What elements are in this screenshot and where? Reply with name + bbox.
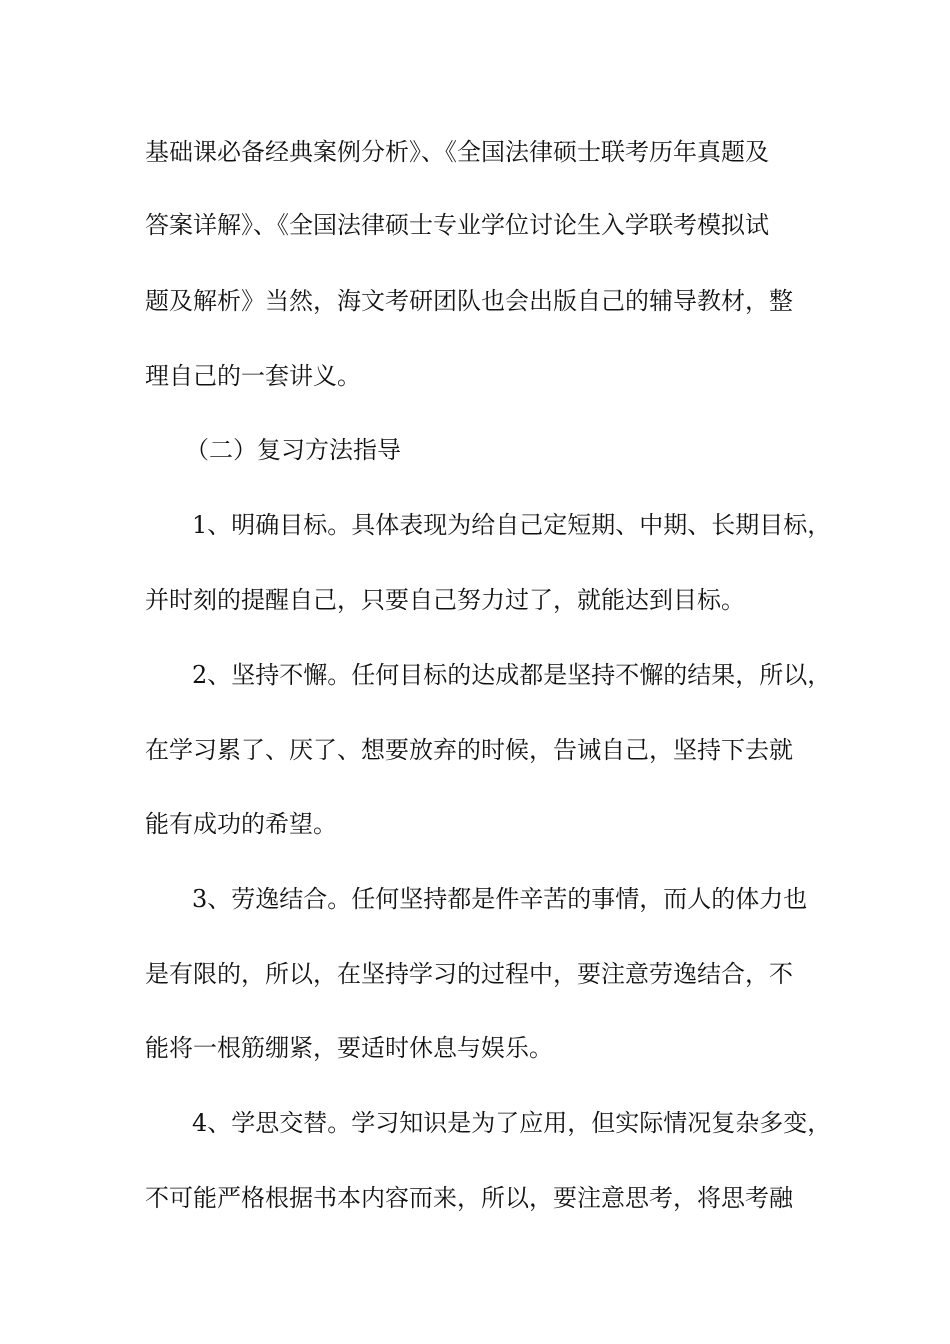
list-item-2-line: 在学习累了、厌了、想要放弃的时候，告诫自己，坚持下去就 bbox=[145, 736, 793, 764]
list-item-4-line: 不可能严格根据书本内容而来，所以，要注意思考，将思考融 bbox=[145, 1184, 793, 1212]
list-item-3-line: 是有限的，所以，在坚持学习的过程中，要注意劳逸结合，不 bbox=[145, 960, 793, 988]
list-item-2-line: 能有成功的希望。 bbox=[145, 810, 337, 838]
list-item-1-line: 并时刻的提醒自己，只要自己努力过了，就能达到目标。 bbox=[145, 586, 745, 614]
list-item-4-line: 4、学思交替。学习知识是为了应用，但实际情况复杂多变， bbox=[192, 1109, 832, 1137]
list-item-3-line: 能将一根筋绷紧，要适时休息与娱乐。 bbox=[145, 1034, 553, 1062]
paragraph-line: 理自己的一套讲义。 bbox=[145, 362, 361, 390]
list-item-1-line: 1、明确目标。具体表现为给自己定短期、中期、长期目标， bbox=[192, 511, 832, 539]
paragraph-line: 题及解析》当然，海文考研团队也会出版自己的辅导教材，整 bbox=[145, 287, 793, 315]
paragraph-line: 基础课必备经典案例分析》、《全国法律硕士联考历年真题及 bbox=[145, 138, 769, 166]
paragraph-line: 答案详解》、《全国法律硕士专业学位讨论生入学联考模拟试 bbox=[145, 211, 769, 239]
list-item-3-line: 3、劳逸结合。任何坚持都是件辛苦的事情，而人的体力也 bbox=[192, 885, 808, 913]
list-item-2-line: 2、坚持不懈。任何目标的达成都是坚持不懈的结果，所以， bbox=[192, 661, 832, 689]
section-heading: （二）复习方法指导 bbox=[185, 436, 401, 464]
